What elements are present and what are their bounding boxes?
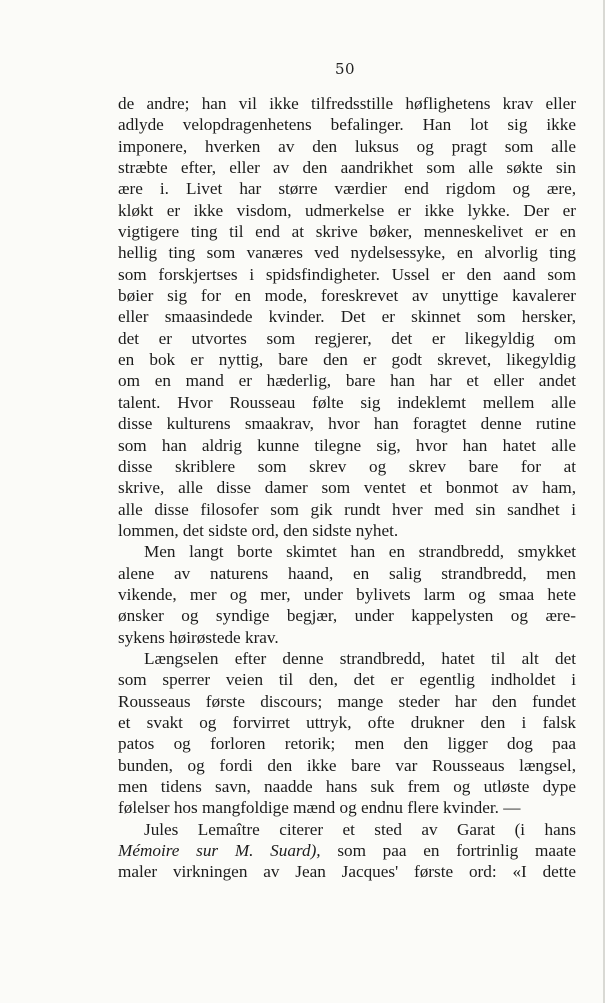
text-line: stræbte efter, eller av den aandrikhet som alle søkte sin [118, 158, 576, 178]
paragraph-3 [118, 648, 576, 819]
text-line: lommen, det sidste ord, den sidste nyhet. [118, 520, 399, 540]
text-line: bøier sig for en mode, foreskrevet av unyttige kavalerer [118, 286, 576, 306]
paragraph-2 [118, 541, 576, 648]
text-line [118, 840, 576, 861]
text-line: alle disse filosofer som gik rundt hver med sin sandhet i [118, 499, 576, 519]
text-line: bunden, og fordi den ikke bare var Rousseaus længsel, [118, 755, 576, 775]
text-line: vikende, mer og mer, under bylivets larm og smaa hete [118, 584, 576, 604]
text-line: talent. Hvor Rousseau følte sig indeklemt mellem alle [118, 392, 576, 412]
text-line: en bok er nyttig, bare den er godt skrevet, likegyldig [118, 350, 576, 370]
text-line: patos og forloren retorik; men den ligger dog paa [118, 734, 576, 754]
text-line: ære i. Livet har større værdier end rigdom og ære, [118, 179, 576, 199]
text-line: adlyde velopdragenhetens befalinger. Han lot sig ikke [118, 115, 576, 135]
text-line: Men langt borte skimtet han en strandbredd, smykket [144, 542, 576, 562]
text-line: ønsker og syndige begjær, under kappelysten og ære- [118, 606, 576, 626]
text-run: som paa en fortrinlig maate [320, 841, 576, 861]
paragraph-4 [118, 819, 576, 883]
text-line [118, 819, 576, 840]
text-run: Jules Lemaître citerer et sted av Garat (i hans [144, 819, 576, 839]
text-line: de andre; han vil ikke tilfredsstille høflighetens krav eller [118, 94, 576, 113]
italic-title: Mémoire sur M. Suard), [118, 841, 321, 861]
text-line: alene av naturens haand, en salig strandbredd, men [118, 563, 576, 583]
text-line: som sperrer veien til den, det er egentlig indholdet i [118, 670, 576, 690]
text-line: vigtigere ting til end at skrive bøker, menneskelivet er en [118, 222, 576, 242]
text-line: Rousseaus første discours; mange steder har den fundet [118, 691, 576, 711]
text-line: kløkt er ikke visdom, udmerkelse er ikke lykke. Der er [118, 200, 576, 220]
text-line [118, 861, 576, 882]
text-line: et svakt og forvirret uttryk, ofte drukner den i falsk [118, 712, 576, 732]
text-line: skrive, alle disse damer som ventet et bonmot av ham, [118, 478, 576, 498]
text-line: hellig ting som vanæres ved nydelsessyke, en alvorlig ting [118, 243, 576, 263]
text-line: om en mand er hæderlig, bare han har et eller andet [118, 371, 576, 391]
page-number: 50 [334, 60, 356, 78]
paragraph-1 [118, 93, 576, 541]
body-text [118, 93, 576, 883]
text-line: som han aldrig kunne tilegne sig, hvor han hatet alle [118, 435, 576, 455]
text-line: som forskjertses i spidsfindigheter. Ussel er den aand som [118, 264, 576, 284]
text-line: eller smaasindede kvinder. Det er skinnet som hersker, [118, 307, 576, 327]
text-line: sykens høirøstede krav. [118, 627, 279, 647]
text-line: følelser hos mangfoldige mænd og endnu flere kvinder. — [118, 798, 521, 818]
text-run: maler virkningen av Jean Jacques' første ord: «I dette [118, 862, 576, 882]
text-line: disse skriblere som skrev og skrev bare for at [118, 456, 576, 476]
text-line: men tidens savn, naadde hans suk frem og utløste dype [118, 777, 576, 796]
text-line: det er utvortes som regjerer, det er likegyldig om [118, 328, 576, 348]
text-line: disse kulturens smaakrav, hvor han foragtet denne rutine [118, 414, 576, 434]
text-line: Længselen efter denne strandbredd, hatet til alt det [144, 648, 576, 668]
text-line: imponere, hverken av den luksus og pragt som alle [118, 136, 576, 156]
